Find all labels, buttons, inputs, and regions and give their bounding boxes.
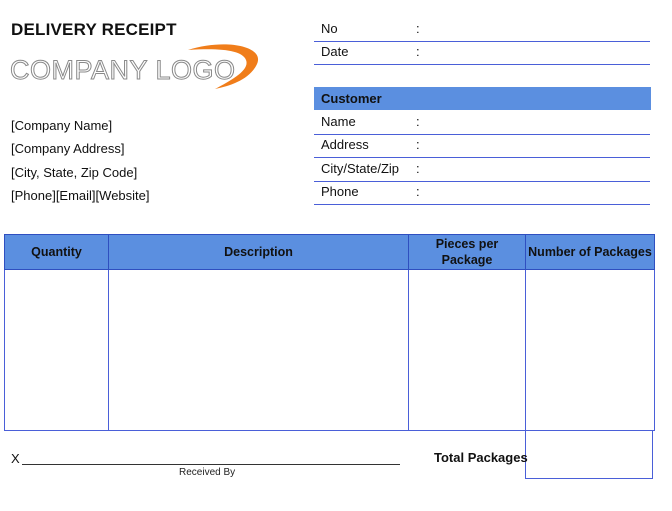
- field-label: Address: [321, 137, 369, 152]
- table-row: [5, 270, 655, 431]
- header-description: Description: [109, 235, 409, 270]
- receipt-number-field[interactable]: [314, 18, 650, 42]
- company-city[interactable]: [City, State, Zip Code]: [11, 165, 138, 180]
- document-title: DELIVERY RECEIPT: [11, 20, 177, 39]
- total-packages-box[interactable]: [525, 431, 653, 479]
- customer-heading-bar: [314, 87, 651, 110]
- quantity-cell[interactable]: [5, 270, 109, 431]
- customer-city-field[interactable]: [314, 158, 650, 182]
- field-separator: :: [416, 184, 420, 199]
- customer-heading: Customer: [321, 91, 382, 106]
- header-pieces-per-package: Pieces per Package: [409, 235, 526, 270]
- receipt-date-field[interactable]: [314, 41, 650, 65]
- field-separator: :: [416, 21, 420, 36]
- company-logo: [10, 40, 260, 95]
- field-label: Date: [321, 44, 349, 59]
- header-quantity: Quantity: [5, 235, 109, 270]
- signature-line[interactable]: [22, 464, 400, 465]
- signature-mark: X: [11, 451, 20, 466]
- field-label: No: [321, 21, 338, 36]
- field-separator: :: [416, 161, 420, 176]
- items-table: [4, 234, 655, 431]
- field-separator: :: [416, 44, 420, 59]
- company-address[interactable]: [Company Address]: [11, 141, 125, 156]
- header-number-of-packages: Number of Packages: [526, 235, 655, 270]
- customer-phone-field[interactable]: [314, 181, 650, 205]
- company-name[interactable]: [Company Name]: [11, 118, 113, 133]
- field-label: City/State/Zip: [321, 161, 400, 176]
- field-label: Phone: [321, 184, 359, 199]
- pieces-cell[interactable]: [409, 270, 526, 431]
- table-header-row: [5, 235, 655, 270]
- field-separator: :: [416, 114, 420, 129]
- customer-address-field[interactable]: [314, 134, 650, 158]
- logo-text: COMPANY LOGO: [10, 55, 236, 85]
- field-label: Name: [321, 114, 356, 129]
- total-packages-label: Total Packages: [434, 450, 528, 465]
- customer-name-field[interactable]: [314, 111, 650, 135]
- packages-cell[interactable]: [526, 270, 655, 431]
- field-separator: :: [416, 137, 420, 152]
- received-by-label: Received By: [179, 467, 236, 478]
- company-contact[interactable]: [Phone][Email][Website]: [11, 188, 150, 203]
- description-cell[interactable]: [109, 270, 409, 431]
